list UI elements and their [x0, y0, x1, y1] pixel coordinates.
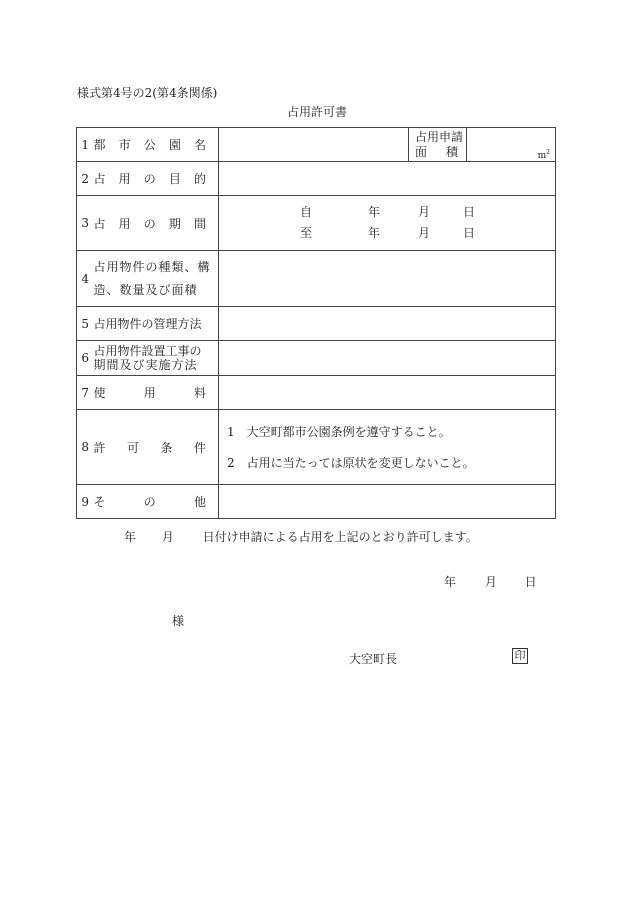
row-number: 4	[77, 251, 94, 307]
row-label	[94, 410, 219, 485]
period-day: 日	[463, 205, 476, 219]
period-month: 月	[418, 226, 431, 240]
label-other: そ の 他	[93, 495, 206, 509]
area-label-cell	[409, 128, 467, 162]
label-object-line1: 占用物件の種類、構	[93, 259, 211, 274]
area-unit: m	[537, 151, 547, 161]
row-label	[94, 251, 219, 307]
period-from	[219, 202, 555, 223]
row-label	[94, 485, 219, 519]
period-from-label: 自	[300, 205, 313, 219]
period-month: 月	[418, 205, 431, 219]
document-title: 占用許可書	[286, 105, 347, 119]
other-value[interactable]	[219, 485, 556, 519]
row-number: 2	[77, 162, 94, 196]
label-purpose: 占 用 の 目 的	[93, 172, 206, 186]
row-number: 8	[77, 410, 94, 485]
addressee-suffix: 様	[172, 614, 185, 628]
row-number: 9	[77, 485, 94, 519]
row-label	[94, 128, 219, 162]
issuer: 大空町長	[349, 652, 398, 666]
label-conditions: 許 可 条 件	[93, 440, 206, 455]
row-number: 1	[77, 128, 94, 162]
park-name-value[interactable]	[219, 128, 409, 162]
seal-icon: 印	[512, 648, 528, 664]
row-period	[77, 196, 556, 251]
permit-notice	[124, 528, 478, 545]
construction-value[interactable]	[219, 341, 556, 376]
form-number: 様式第4号の2(第4条関係)	[77, 86, 218, 100]
row-park-name	[77, 128, 556, 162]
period-value[interactable]	[219, 196, 556, 251]
label-object-line2: 造、数量及び面積	[93, 282, 198, 297]
row-label	[94, 162, 219, 196]
row-label	[94, 196, 219, 251]
label-construction-line1: 占用物件設置工事の	[93, 344, 202, 358]
notice-text: 日付け申請による占用を上記のとおり許可します。	[202, 530, 478, 544]
area-unit-sup: 2	[546, 149, 550, 156]
condition-item: 1 大空町都市公園条例を遵守すること。	[227, 424, 451, 439]
notice-year: 年	[124, 530, 137, 544]
purpose-value[interactable]	[219, 162, 556, 196]
period-to	[219, 223, 555, 244]
row-label	[94, 376, 219, 410]
row-purpose	[77, 162, 556, 196]
label-period: 占 用 の 期 間	[93, 216, 206, 231]
row-label	[94, 341, 219, 376]
management-value[interactable]	[219, 307, 556, 341]
row-number: 3	[77, 196, 94, 251]
fee-value[interactable]	[219, 376, 556, 410]
row-number: 5	[77, 307, 94, 341]
date-year: 年	[444, 575, 457, 589]
issue-date	[444, 573, 537, 590]
conditions-value	[219, 410, 556, 485]
period-year: 年	[368, 226, 381, 240]
area-value[interactable]	[467, 128, 556, 162]
row-label: 占用物件の管理方法	[94, 307, 219, 341]
row-object-type	[77, 251, 556, 307]
label-park-name: 都 市 公 園 名	[93, 138, 206, 152]
object-type-value[interactable]	[219, 251, 556, 307]
period-year: 年	[368, 205, 381, 219]
row-construction	[77, 341, 556, 376]
label-construction-line2: 期間及び実施方法	[93, 358, 198, 372]
period-to-label: 至	[300, 226, 313, 240]
condition-item: 2 占用に当たっては原状を変更しないこと。	[227, 455, 475, 470]
row-number: 6	[77, 341, 94, 376]
row-number: 7	[77, 376, 94, 410]
row-management	[77, 307, 556, 341]
notice-month: 月	[161, 530, 174, 544]
label-fee: 使 用 料	[93, 386, 206, 400]
period-day: 日	[463, 226, 476, 240]
row-fee	[77, 376, 556, 410]
date-day: 日	[524, 575, 537, 589]
row-conditions	[77, 410, 556, 485]
area-label-line1: 占用申請	[415, 129, 464, 144]
date-month: 月	[484, 575, 497, 589]
row-other	[77, 485, 556, 519]
permit-table	[76, 127, 556, 519]
area-label-line2: 面 積	[415, 144, 458, 159]
